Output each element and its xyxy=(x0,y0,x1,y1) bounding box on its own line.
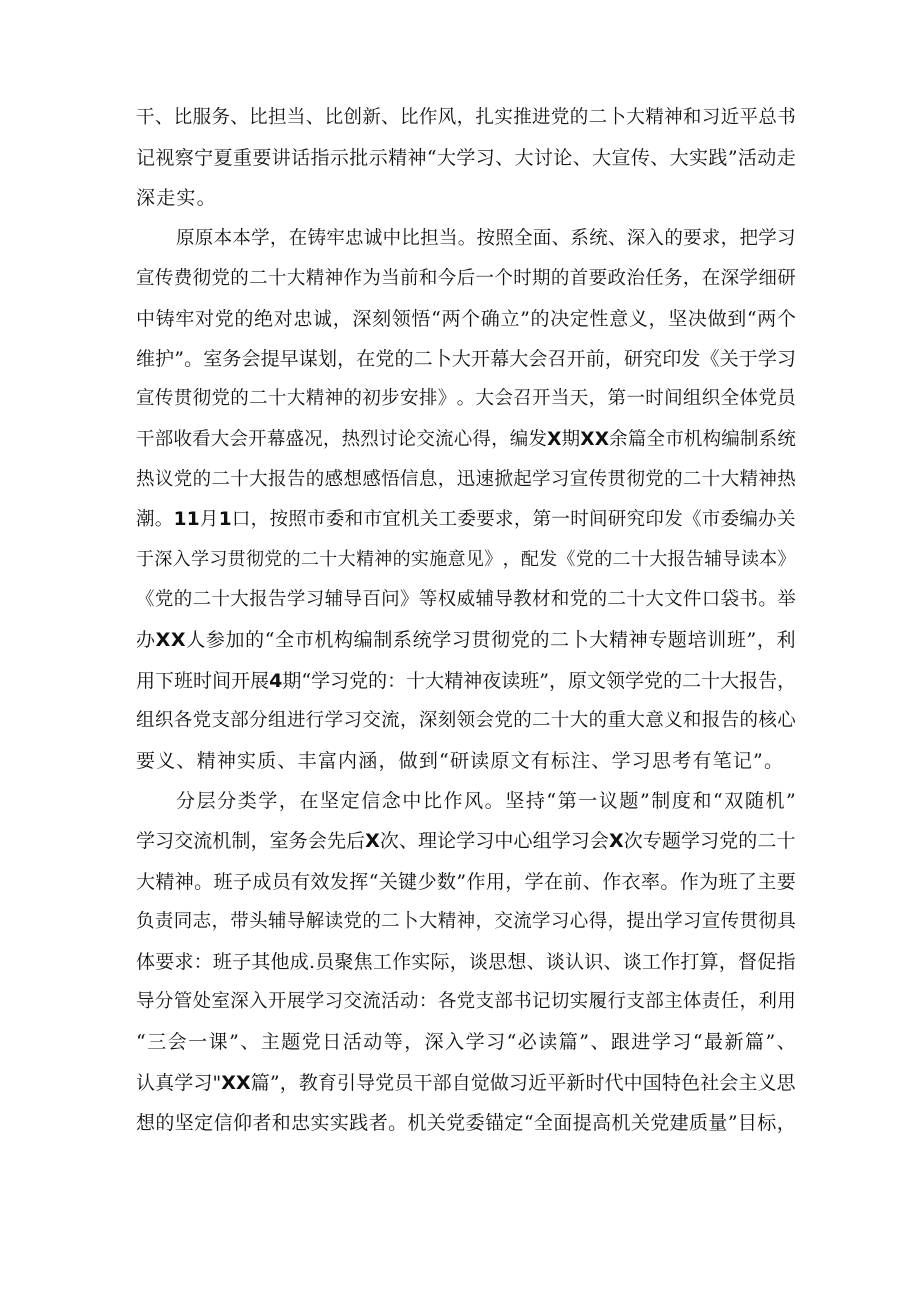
text-line: 负 责 同 志 ， 带 头 辅 导 解 读 党 的 二 卜 大 精 神 ， 交 流 学 习 心 得 ， 提 出 学 习 宣 传 贯 彻 具 xyxy=(136,910,796,932)
text-line: 干 、 比 服 务 、 比 担 当 、 比 创 新 、 比 作 风 ， 扎 实 推 进 党 的 二 卜 大 精 神 和 习 近 平 总 书 xyxy=(136,107,796,128)
text-line: 中 铸 牢 对 党 的 绝 对 忠 诚 ， 深 刻 领 悟 “ 两 个 确 立 ” 的 决 定 性 意 义 ， 坚 决 做 到 “ 两 个 xyxy=(136,307,796,330)
document-body xyxy=(136,98,796,1143)
text-line: 宣 传 贯 彻 党 的 二 十 大 精 神 的 初 步 安 排 》 。 大 会 召 开 当 天 ， 第 一 时 间 组 织 全 体 党 员 xyxy=(136,388,796,410)
text-line: 深 走 实 。 xyxy=(136,187,217,210)
paragraph-3 xyxy=(136,781,796,1143)
text-line: 干 部 收 看 大 会 开 幕 盛 况 ， 热 烈 讨 论 交 流 心 得 ， 编 发 X 期 X X 余 篇 全 市 机 构 编 制 系 统 xyxy=(136,428,796,450)
text-line: 体 要 求 ： 班 子 其 他 成 . 员 聚 焦 工 作 实 际 ， 谈 思 想 、 谈 认 识 、 谈 工 作 打 算 ， 督 促 指 xyxy=(136,950,796,973)
text-line: 要 义 、 精 神 实 质 、 丰 富 内 涵 ， 做 到 “ 研 读 原 文 有 标 注 、 学 习 思 考 有 笔 记 ” 。 xyxy=(136,750,785,772)
text-line: 组 织 各 党 支 部 分 组 进 行 学 习 交 流 ， 深 刻 领 会 党 的 二 十 大 的 重 大 意 义 和 报 告 的 核 心 xyxy=(136,709,796,731)
text-line: 维 护 ” 。 室 务 会 提 早 谋 划 ， 在 党 的 二 卜 大 开 幕 大 会 召 开 前 ， 研 究 印 发 《 关 于 学 习 xyxy=(136,348,796,371)
text-line: 学 习 交 流 机 制 ， 室 务 会 先 后 X 次 、 理 论 学 习 中 心 组 学 习 会 X 次 专 题 学 习 党 的 二 十 xyxy=(136,830,796,853)
text-line: 大 精 神 。 班 子 成 员 有 效 发 挥 “ 关 键 少 数 ” 作 用 ， 学 在 前 、 作 衣 率 。 作 为 班 了 主 要 xyxy=(136,870,796,893)
paragraph-2 xyxy=(136,219,796,782)
text-line: 《 党 的 二 十 大 报 告 学 习 辅 导 百 问 》 等 权 威 辅 导 教 材 和 党 的 二 十 大 文 件 口 袋 书 。 举 xyxy=(136,589,796,611)
text-line: 导 分 管 处 室 深 入 开 展 学 习 交 流 活 动 ： 各 党 支 部 书 记 切 实 履 行 支 部 主 体 责 任 ， 利 用 xyxy=(136,991,796,1013)
text-line: 潮 。 1 1 月 1 口 ， 按 照 市 委 和 市 宜 机 关 工 委 要 求 ， 第 一 时 间 研 究 印 发 《 市 委 编 办 关 xyxy=(136,508,796,530)
text-line: 记 视 察 宁 夏 重 要 讲 话 指 示 批 示 精 神 “ 大 学 习 、 大 讨 论 、 大 宣 传 、 大 实 践 ” 活 动 走 xyxy=(136,147,796,170)
text-line: 热 议 党 的 二 十 大 报 告 的 感 想 感 悟 信 息 ， 迅 速 掀 起 学 习 宣 传 贯 彻 党 的 二 十 大 精 神 热 xyxy=(136,468,796,490)
paragraph-1 xyxy=(136,98,796,219)
text-line: 用 下 班 时 间 开 展 4 期 “ 学 习 党 的 ： 十 大 精 神 夜 读 班 ” ， 原 文 领 学 党 的 二 十 大 报 告 ， xyxy=(136,669,796,692)
text-line: 认 真 学 习 " X X 篇 ” ， 教 育 引 导 党 员 干 部 自 觉 做 习 近 平 新 时 代 中 国 特 色 社 会 主 义 思 xyxy=(136,1071,796,1094)
text-line: 分 层 分 类 学 ， 在 坚 定 信 念 中 比 作 风 。 坚 持 “ 第 一 议 题 ” 制 度 和 “ 双 随 机 ” xyxy=(176,790,796,813)
text-line: 宣 传 费 彻 党 的 二 十 大 精 神 作 为 当 前 和 今 后 一 个 时 期 的 首 要 政 治 任 务 ， 在 深 学 细 研 xyxy=(136,267,796,289)
text-line: 于 深 入 学 习 贯 彻 党 的 二 十 大 精 神 的 实 施 意 见 》 ， 配 发 《 党 的 二 十 大 报 告 辅 导 读 本 》 xyxy=(136,549,796,571)
text-line: 想 的 坚 定 信 仰 者 和 忠 实 实 践 者 。 机 关 党 委 锚 定 “ 全 面 提 高 机 关 党 建 质 量 ” 目 标 ， xyxy=(136,1111,796,1134)
text-line: “ 三 会 一 课 ” 、 主 题 党 日 活 动 等 ， 深 入 学 习 “ 必 读 篇 ” 、 跟 进 学 习 “ 最 新 篇 ” 、 xyxy=(136,1031,796,1054)
text-line: 原 原 本 本 学 ， 在 铸 牢 忠 诚 中 比 担 当 。 按 照 全 面 、 系 统 、 深 入 的 要 求 ， 把 学 习 xyxy=(176,227,796,249)
text-line: 办 X X 人 参 加 的 “ 全 市 机 构 编 制 系 统 学 习 贯 彻 党 的 二 卜 大 精 神 专 题 培 训 班 ” ， 利 xyxy=(136,629,796,652)
